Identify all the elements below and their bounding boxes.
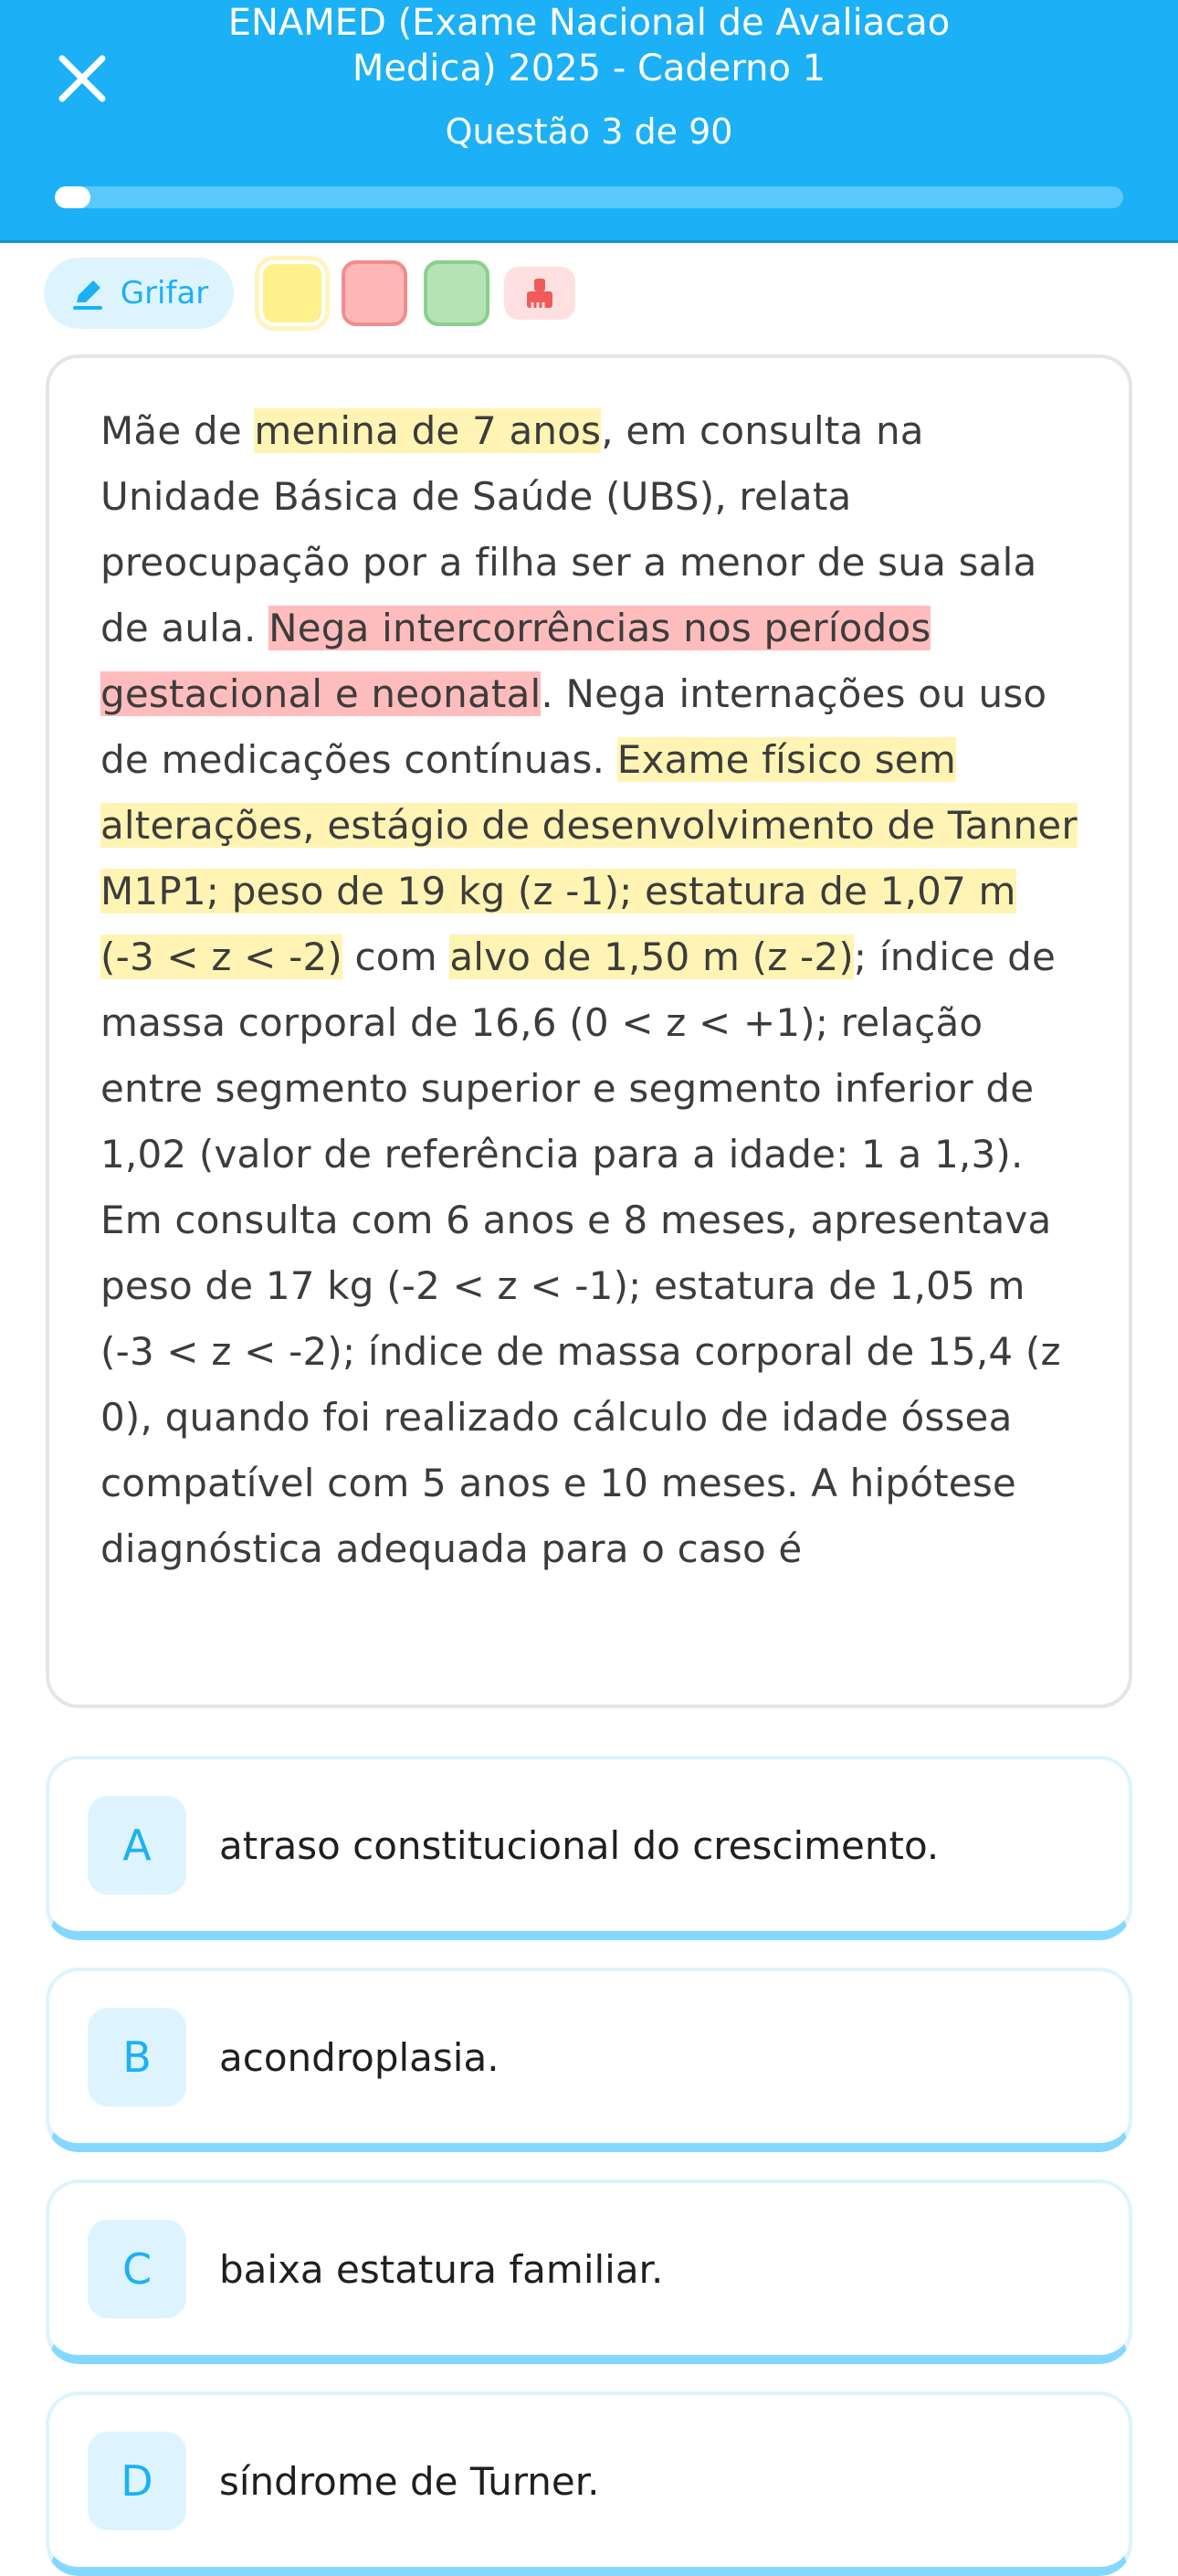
option-letter: A <box>88 1796 186 1895</box>
highlight-toolbar <box>0 258 1178 331</box>
question-text-segment: , em consulta na Unidade Básica de Saúde (UBS), relata preocupação por a filha ser a menor de sua sala de aula. <box>100 408 1037 650</box>
question-text-segment: Mãe de <box>100 408 255 453</box>
eraser-icon <box>523 275 556 311</box>
option-letter: B <box>88 2008 186 2106</box>
green-highlight-swatch[interactable] <box>424 260 489 326</box>
highlight-button[interactable] <box>44 258 234 329</box>
option-a[interactable] <box>46 1756 1132 1940</box>
yellow-highlighted-text: alvo de 1,50 m (z -2) <box>449 934 854 979</box>
exam-title: ENAMED (Exame Nacional de Avaliacao Medica) 2025 - Caderno 1 <box>227 2 951 90</box>
question-text[interactable] <box>100 398 1081 1582</box>
question-text-segment: com <box>342 934 450 979</box>
red-highlighted-text: Nega intercorrências nos períodos gestacional e neonatal <box>100 606 931 716</box>
question-counter: Questão 3 de 90 <box>445 111 733 152</box>
option-b[interactable] <box>46 1968 1132 2152</box>
option-letter: C <box>88 2220 186 2318</box>
option-text: baixa estatura familiar. <box>219 2246 664 2292</box>
progress-bar <box>55 186 1123 208</box>
option-d[interactable] <box>46 2391 1132 2576</box>
close-button[interactable] <box>46 42 119 115</box>
option-text: acondroplasia. <box>219 2034 500 2080</box>
question-card <box>46 354 1132 1708</box>
question-text-segment: . Nega internações ou uso de medicações contínuas. <box>100 671 1047 782</box>
red-highlight-swatch[interactable] <box>342 260 407 326</box>
option-letter: D <box>88 2432 186 2530</box>
highlight-label: Grifar <box>120 275 209 311</box>
eraser-button[interactable] <box>504 267 575 320</box>
option-c[interactable] <box>46 2180 1132 2364</box>
pencil-icon <box>69 275 106 311</box>
yellow-highlight-swatch[interactable] <box>259 260 325 326</box>
close-icon <box>57 53 108 104</box>
yellow-highlighted-text: Exame físico sem alterações, estágio de desenvolvimento de Tanner M1P1; peso de 19 kg (z -1); estatura de 1,07 m (-3 < z < -2) <box>100 737 1078 979</box>
top-bar <box>0 0 1178 243</box>
option-text: síndrome de Turner. <box>219 2458 600 2504</box>
option-text: atraso constitucional do crescimento. <box>219 1822 940 1868</box>
question-text-segment: ; índice de massa corporal de 16,6 (0 < z < +1); relação entre segmento superior e segmento inferior de 1,02 (valor de referência para a idade: 1 a 1,3). Em consulta com 6 anos e 8 meses, apresentava peso de 17 kg (-2 < z < -1); estatura de 1,05 m (-3 < z < -2); índice de massa corporal de 15,4 (z 0), quando foi realizado cálculo de idade óssea compatível com 5 anos e 10 meses. A hipótese diagnóstica adequada para o caso é <box>100 934 1061 1571</box>
yellow-highlighted-text: menina de 7 anos <box>254 408 602 453</box>
progress-fill <box>55 186 90 208</box>
